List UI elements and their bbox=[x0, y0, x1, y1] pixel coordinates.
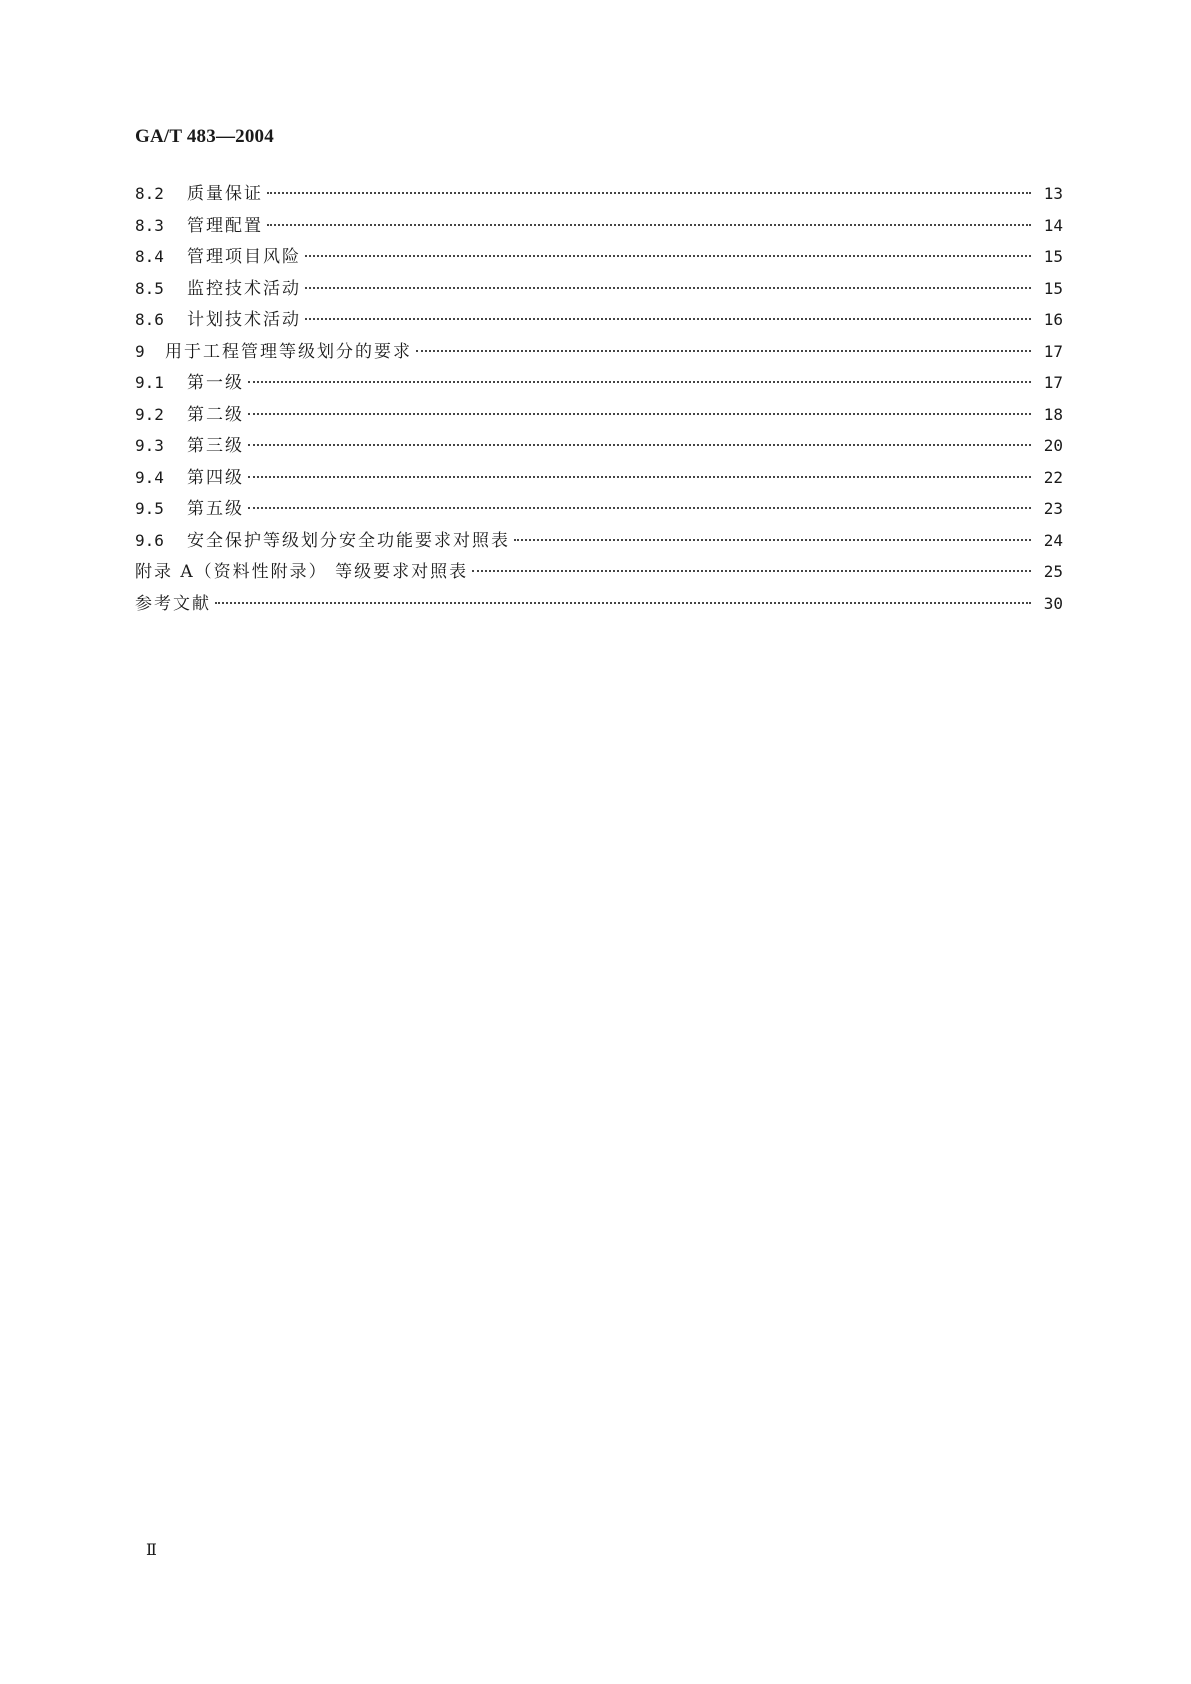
toc-entry-text bbox=[135, 304, 301, 337]
toc-dot-leader bbox=[248, 444, 1031, 446]
toc-entry-title: 附录 A（资料性附录） 等级要求对照表 bbox=[135, 562, 469, 582]
toc-entry-title: 管理配置 bbox=[187, 215, 263, 236]
toc-entry-text bbox=[135, 241, 301, 274]
toc-entry-page: 18 bbox=[1043, 404, 1063, 424]
toc-entry-page: 23 bbox=[1043, 499, 1063, 518]
toc-entry-title: 第五级 bbox=[187, 499, 244, 519]
toc-entry-number: 9.2 bbox=[135, 404, 164, 424]
toc-entry-page: 15 bbox=[1043, 247, 1063, 266]
toc-entry-text bbox=[135, 178, 263, 211]
toc-entry-number: 9.4 bbox=[135, 467, 164, 487]
toc-entry-page: 24 bbox=[1043, 530, 1063, 550]
toc-entry[interactable] bbox=[135, 178, 1063, 210]
toc-entry[interactable] bbox=[135, 336, 1063, 368]
toc-entry-title: 第一级 bbox=[187, 373, 244, 393]
toc-entry-number: 9.1 bbox=[135, 373, 164, 392]
toc-entry-title: 计划技术活动 bbox=[187, 310, 301, 330]
toc-entry-text bbox=[135, 336, 412, 369]
document-code: GA/T 483—2004 bbox=[135, 126, 274, 147]
toc-entry-number: 9.3 bbox=[135, 436, 164, 455]
toc-entry-text bbox=[135, 557, 468, 589]
toc-entry-text bbox=[135, 399, 244, 432]
toc-entry-page: 16 bbox=[1043, 310, 1063, 329]
toc-entry-text bbox=[135, 367, 244, 400]
toc-entry-page: 14 bbox=[1043, 215, 1063, 235]
toc-entry-title: 第四级 bbox=[187, 467, 244, 488]
toc-dot-leader bbox=[248, 413, 1031, 415]
toc-dot-leader bbox=[514, 539, 1031, 541]
toc-entry-title: 管理项目风险 bbox=[187, 247, 301, 267]
toc-dot-leader bbox=[416, 350, 1031, 352]
toc-entry-page: 13 bbox=[1043, 184, 1063, 203]
toc-entry-title: 第三级 bbox=[187, 436, 244, 456]
toc-dot-leader bbox=[267, 224, 1031, 226]
toc-entry[interactable] bbox=[135, 556, 1063, 588]
toc-entry-number: 9 bbox=[135, 341, 145, 361]
toc-entry-page: 20 bbox=[1043, 436, 1063, 455]
toc-dot-leader bbox=[248, 476, 1031, 478]
toc-entry-title: 第二级 bbox=[187, 404, 244, 425]
toc-entry[interactable] bbox=[135, 525, 1063, 557]
toc-entry-text bbox=[135, 210, 263, 243]
toc-entry-title: 监控技术活动 bbox=[187, 278, 301, 299]
toc-dot-leader bbox=[267, 192, 1031, 194]
toc-entry-number: 9.5 bbox=[135, 499, 164, 518]
toc-entry-title: 用于工程管理等级划分的要求 bbox=[165, 341, 412, 362]
toc-entry-text bbox=[135, 493, 244, 526]
toc-entry[interactable] bbox=[135, 241, 1063, 273]
table-of-contents bbox=[135, 178, 1063, 619]
toc-dot-leader bbox=[305, 255, 1031, 257]
toc-dot-leader bbox=[248, 381, 1031, 383]
toc-entry[interactable] bbox=[135, 462, 1063, 494]
toc-entry[interactable] bbox=[135, 367, 1063, 399]
toc-entry-number: 8.3 bbox=[135, 215, 164, 235]
toc-entry-text bbox=[135, 589, 211, 621]
toc-entry-number: 8.5 bbox=[135, 278, 164, 298]
toc-entry-page: 17 bbox=[1043, 373, 1063, 392]
toc-entry-page: 30 bbox=[1043, 593, 1063, 613]
toc-entry[interactable] bbox=[135, 399, 1063, 431]
toc-entry-number: 9.6 bbox=[135, 530, 164, 550]
toc-dot-leader bbox=[305, 318, 1031, 320]
toc-entry-number: 8.4 bbox=[135, 247, 164, 266]
toc-entry[interactable] bbox=[135, 493, 1063, 525]
toc-entry-title: 安全保护等级划分安全功能要求对照表 bbox=[187, 530, 510, 551]
toc-entry-page: 15 bbox=[1043, 278, 1063, 298]
toc-entry-page: 25 bbox=[1043, 562, 1063, 581]
toc-dot-leader bbox=[248, 507, 1031, 509]
toc-dot-leader bbox=[305, 287, 1031, 289]
toc-dot-leader bbox=[215, 602, 1031, 604]
toc-entry-title: 参考文献 bbox=[135, 593, 211, 614]
toc-entry-text bbox=[135, 273, 301, 306]
toc-entry-title: 质量保证 bbox=[187, 184, 263, 204]
toc-entry[interactable] bbox=[135, 304, 1063, 336]
toc-entry[interactable] bbox=[135, 588, 1063, 620]
toc-entry-text bbox=[135, 462, 244, 495]
toc-entry-text bbox=[135, 430, 244, 463]
toc-dot-leader bbox=[472, 570, 1031, 572]
toc-entry-text bbox=[135, 525, 510, 558]
toc-entry-page: 17 bbox=[1043, 341, 1063, 361]
toc-entry-number: 8.6 bbox=[135, 310, 164, 329]
toc-entry-number: 8.2 bbox=[135, 184, 164, 203]
page-number: Ⅱ bbox=[146, 1542, 157, 1559]
toc-entry[interactable] bbox=[135, 273, 1063, 305]
toc-entry[interactable] bbox=[135, 430, 1063, 462]
toc-entry[interactable] bbox=[135, 210, 1063, 242]
toc-entry-page: 22 bbox=[1043, 467, 1063, 487]
